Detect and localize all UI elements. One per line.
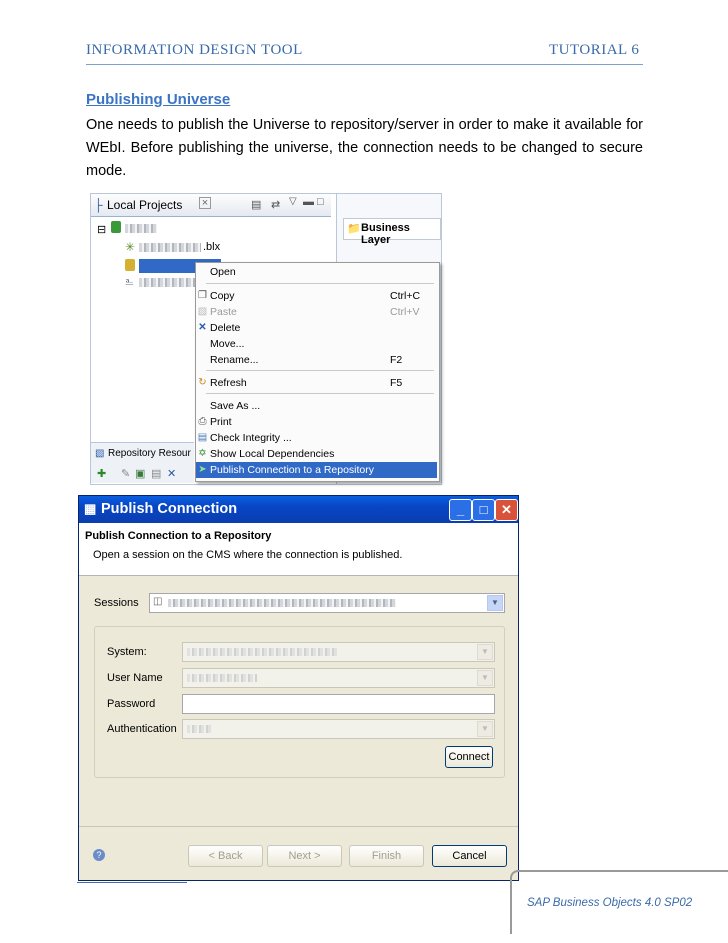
wizard-heading: Publish Connection to a Repository	[85, 530, 272, 542]
minimize-icon[interactable]: ▬	[303, 196, 314, 208]
menu-shortcut: F5	[390, 377, 403, 389]
publish-icon: ➤	[198, 464, 207, 475]
cancel-button[interactable]: Cancel	[432, 845, 507, 867]
menu-item-refresh[interactable]	[196, 375, 437, 391]
menu-item-move[interactable]	[196, 336, 437, 352]
section-title: Publishing Universe	[86, 91, 231, 108]
view-menu-icon[interactable]: ▽	[289, 196, 297, 207]
minimize-icon[interactable]: _	[449, 499, 472, 521]
chevron-down-icon: ▼	[477, 670, 493, 686]
user-name-label: User Name	[107, 672, 163, 684]
menu-label: Save As ...	[210, 400, 261, 412]
dialog-title: Publish Connection	[101, 501, 238, 517]
data-foundation-name-blurred	[139, 278, 199, 287]
sessions-dropdown[interactable]	[149, 593, 505, 613]
menu-label: Paste	[210, 306, 237, 318]
password-label: Password	[107, 698, 156, 710]
menu-shortcut: F2	[390, 354, 403, 366]
menu-label: Refresh	[210, 377, 247, 389]
menu-item-publish-connection[interactable]	[196, 462, 437, 478]
system-label: System:	[107, 646, 147, 658]
footer-text: SAP Business Objects 4.0 SP02	[527, 897, 693, 909]
universe-file-icon: ✳	[125, 240, 136, 254]
authentication-value-blurred	[187, 725, 213, 733]
copy-icon: ❐	[198, 290, 207, 301]
authentication-label: Authentication	[107, 723, 177, 735]
edit-icon[interactable]: ✎	[121, 468, 131, 480]
minimize-view-icon[interactable]: ▤	[251, 199, 262, 211]
system-value-blurred	[187, 648, 337, 656]
section-paragraph: One needs to publish the Universe to repository/server in order to make it available for WEbI. Before publishing the universe, the connection needs to be changed to secure mode.	[86, 117, 643, 179]
dialog-titlebar[interactable]	[79, 496, 518, 523]
project-icon	[111, 221, 121, 233]
document-header-title: INFORMATION DESIGN TOOL	[86, 42, 303, 58]
business-layer-tab-label: Business Layer	[361, 222, 410, 246]
local-projects-tab[interactable]	[91, 194, 331, 217]
menu-label: Check Integrity ...	[210, 432, 292, 444]
menu-item-check-integrity[interactable]	[196, 430, 437, 446]
check-integrity-icon: ▤	[197, 432, 208, 443]
repository-tab-label: Repository Resour	[108, 448, 191, 459]
menu-separator	[206, 370, 434, 371]
session-icon[interactable]: ▤	[151, 468, 162, 480]
tree-expand-icon[interactable]: ⊟	[97, 224, 107, 236]
context-menu	[195, 262, 440, 482]
menu-separator	[206, 393, 434, 394]
sync-icon[interactable]: ⇄	[271, 199, 281, 211]
database-icon: ◫	[153, 596, 163, 607]
footer-rule	[77, 882, 187, 883]
wizard-header	[79, 523, 518, 576]
user-name-dropdown[interactable]	[182, 668, 495, 688]
add-icon[interactable]: ✚	[97, 468, 107, 480]
universe-file-name-blurred	[139, 243, 201, 252]
credentials-group	[94, 626, 505, 778]
menu-label: Copy	[210, 290, 235, 302]
menu-item-rename[interactable]	[196, 352, 437, 368]
menu-label: Delete	[210, 322, 241, 334]
menu-item-print[interactable]	[196, 414, 437, 430]
repository-resources-tab[interactable]	[91, 442, 194, 483]
publish-connection-dialog	[78, 495, 519, 881]
connection-app-icon: ▦	[84, 501, 97, 516]
paste-icon: ▧	[197, 306, 208, 317]
password-field[interactable]	[182, 694, 495, 714]
delete-icon: ✕	[198, 322, 207, 333]
connect-icon[interactable]: ▣	[135, 468, 146, 480]
refresh-icon: ↻	[198, 377, 207, 388]
local-projects-screenshot	[90, 193, 442, 485]
repository-icon: ▧	[95, 448, 105, 459]
menu-item-delete[interactable]	[196, 320, 437, 336]
maximize-icon[interactable]: □	[472, 499, 495, 521]
connection-icon	[125, 259, 135, 271]
folder-icon: 📁	[347, 223, 361, 235]
back-button[interactable]: < Back	[188, 845, 263, 867]
next-button[interactable]: Next >	[267, 845, 342, 867]
chevron-down-icon: ▼	[487, 595, 503, 611]
sessions-label: Sessions	[94, 597, 139, 609]
folder-tree-icon: ├	[94, 198, 103, 212]
help-icon[interactable]: ?	[93, 849, 105, 861]
user-name-value-blurred	[187, 674, 257, 682]
menu-item-paste[interactable]	[196, 304, 437, 320]
wizard-description: Open a session on the CMS where the connection is published.	[93, 549, 403, 561]
system-dropdown[interactable]	[182, 642, 495, 662]
menu-item-open[interactable]	[196, 264, 437, 280]
maximize-icon[interactable]: □	[317, 196, 324, 208]
project-name-blurred	[125, 224, 157, 233]
print-icon: ⎙	[198, 416, 207, 427]
universe-file-suffix: .blx	[203, 241, 221, 253]
finish-button[interactable]: Finish	[349, 845, 424, 867]
local-projects-tab-label: Local Projects	[107, 198, 183, 212]
menu-label: Publish Connection to a Repository	[210, 464, 375, 476]
authentication-dropdown[interactable]	[182, 719, 495, 739]
session-value-blurred	[168, 599, 396, 607]
menu-shortcut: Ctrl+C	[390, 290, 421, 302]
menu-label: Move...	[210, 338, 245, 350]
menu-separator	[206, 283, 434, 284]
menu-item-copy[interactable]	[196, 288, 437, 304]
menu-item-show-local-dependencies[interactable]	[196, 446, 437, 462]
close-session-icon[interactable]: ✕	[167, 468, 177, 480]
document-header-tutorial: TUTORIAL 6	[549, 42, 640, 58]
dialog-divider	[79, 826, 518, 827]
menu-item-save-as[interactable]	[196, 398, 437, 414]
header-rule	[86, 64, 643, 65]
close-icon[interactable]: ✕	[495, 499, 518, 521]
data-foundation-icon: ⎁	[125, 276, 134, 288]
chevron-down-icon: ▼	[477, 721, 493, 737]
menu-label: Show Local Dependencies	[210, 448, 335, 460]
menu-label: Print	[210, 416, 232, 428]
close-icon[interactable]: ×	[199, 197, 211, 209]
menu-shortcut: Ctrl+V	[390, 306, 420, 318]
connect-button[interactable]: Connect	[445, 746, 493, 768]
chevron-down-icon: ▼	[477, 644, 493, 660]
menu-label: Open	[210, 266, 236, 278]
dependencies-icon: ✡	[198, 448, 207, 459]
menu-label: Rename...	[210, 354, 259, 366]
business-layer-tab[interactable]	[343, 218, 441, 246]
